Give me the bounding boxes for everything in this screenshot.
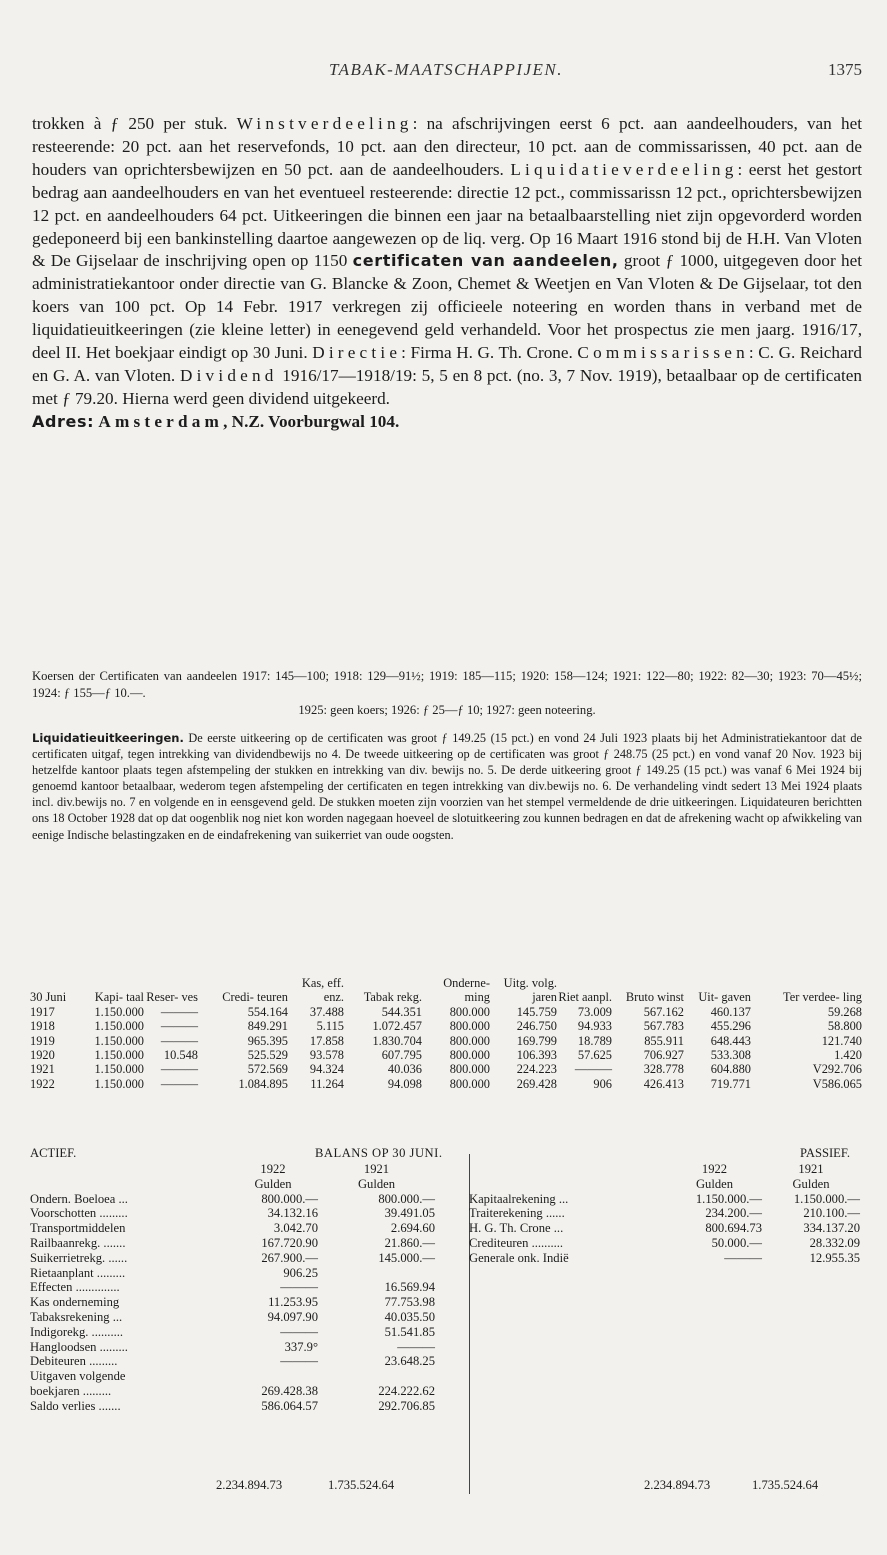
- text-run: 1916/17—1918/19: 5, 5 en 8 pct. (no. 3, 7 Nov. 1919), betaalbaar op de certificaten met ƒ 79.20. Hierna werd geen dividend uitgekeerd.: [32, 365, 862, 408]
- passief-value-1922: 1.150.000.—: [695, 1191, 762, 1206]
- table-cell: 648.443: [710, 1033, 751, 1048]
- address-label: Adres:: [32, 411, 95, 431]
- actief-value-1921: 224.222.62: [378, 1383, 435, 1398]
- balance-unit-row: [30, 1177, 860, 1192]
- spaced-heading: Liquidatieverdeeling: [510, 159, 738, 179]
- column-header: Ter verdee- ling: [783, 990, 862, 1005]
- table-cell: 58.800: [827, 1019, 862, 1034]
- table-cell: 1.084.895: [238, 1076, 288, 1091]
- company-description: [32, 113, 862, 434]
- actief-item-label: Debiteuren .........: [30, 1354, 118, 1369]
- table-cell: 455.296: [710, 1019, 751, 1034]
- balance-year-row: [30, 1162, 860, 1177]
- table-cell: 706.927: [643, 1048, 684, 1063]
- table-body: [30, 1005, 862, 1091]
- table-cell: 965.395: [247, 1033, 288, 1048]
- passief-value-1921: 28.332.09: [809, 1235, 860, 1250]
- passief-item-label: Generale onk. Indië: [469, 1250, 569, 1265]
- table-cell: 1.420: [834, 1048, 862, 1063]
- actief-value-1921: 23.648.25: [384, 1354, 435, 1369]
- spaced-heading: Commissarissen: [577, 343, 749, 363]
- blank-cell: [435, 1369, 469, 1384]
- actief-value-1921: 40.035.50: [384, 1309, 435, 1324]
- blank-cell: [435, 1162, 469, 1177]
- passief-value-1921: 334.137.20: [803, 1221, 860, 1236]
- table-cell: 567.783: [643, 1019, 684, 1034]
- blank-cell: [762, 1384, 860, 1399]
- koersen-line: Koersen der Certificaten van aandeelen 1917: 145—100; 1918: 129—91½; 1919: 185—115; 1920: 158—124; 1921: 122—80; 1922: 82—30; 1923: 70—45½; 1924: ƒ 155—ƒ 10.—.: [32, 669, 862, 700]
- koersen-block: [32, 668, 862, 719]
- blank-cell: [667, 1266, 762, 1281]
- passief-item-label: H. G. Th. Crone ...: [469, 1221, 564, 1236]
- text-run: : na afschrijvingen eerst 6 pct. aan aandeelhouders, van het resteerende: 20 pct. aan het reservefonds, 10 pct. aan den directeur, 10 pct. aan de commissarissen, 40 pct. aan de houders van oprichtersbewijzen en 50 pct. aan de aandeelhouders.: [32, 114, 862, 179]
- table-cell: ———: [160, 1019, 198, 1034]
- table-cell: 800.000: [449, 1004, 490, 1019]
- table-cell: 525.529: [247, 1048, 288, 1063]
- actief-value-1921: 800.000.—: [378, 1191, 435, 1206]
- text-run: trokken à ƒ 250 per stuk.: [32, 114, 237, 133]
- actief-value-1922: ———: [280, 1280, 318, 1295]
- actief-item-label: Effecten ..............: [30, 1280, 120, 1295]
- table-cell: 328.778: [643, 1062, 684, 1077]
- column-header: Credi- teuren: [222, 990, 288, 1005]
- table-cell: 1917: [30, 1004, 55, 1019]
- text-run: groot ƒ 1000, uitgegeven door het administratiekantoor onder directie van G. Blancke & Zoon, Chemet & Weetjen en Van Vloten & De Gijselaar, tot den koers van 100 pct. Op 14 Febr. 1917 verkregen zij officieele noteering en worden thans in verband met de liquidatieuitkeeringen (zie kleine letter) in eenegevend geld verhandeld. Voor het prospectus zie men jaarg. 1916/17, deel II. Het boekjaar eindigt op 30 Juni.: [32, 251, 862, 363]
- table-cell: 94.324: [309, 1062, 344, 1077]
- running-title: TABAK-MAATSCHAPPIJEN.: [328, 60, 564, 79]
- actief-value-1921: 21.860.—: [384, 1235, 435, 1250]
- table-cell: 93.578: [309, 1048, 344, 1063]
- description-paragraph: [32, 113, 862, 411]
- unit-label: Gulden: [254, 1176, 292, 1191]
- balance-row: [30, 1399, 860, 1414]
- blank-cell: [30, 1162, 228, 1177]
- blank-cell: [469, 1399, 667, 1414]
- table-cell: 607.795: [381, 1048, 422, 1063]
- blank-cell: [469, 1354, 667, 1369]
- table-cell: 11.264: [310, 1076, 344, 1091]
- blank-cell: [667, 1340, 762, 1355]
- balance-row: [30, 1384, 860, 1399]
- table-cell: ———: [160, 1033, 198, 1048]
- table-cell: 719.771: [710, 1076, 751, 1091]
- actief-value-1922: 337.9°: [284, 1339, 318, 1354]
- blank-cell: [667, 1325, 762, 1340]
- table-row: [30, 1077, 862, 1091]
- address-line: [32, 411, 862, 434]
- table-cell: 18.789: [577, 1033, 612, 1048]
- actief-value-1921: 77.753.98: [384, 1295, 435, 1310]
- page-number: 1375: [828, 60, 862, 79]
- blank-cell: [762, 1310, 860, 1325]
- year-label: 1922: [701, 1162, 728, 1176]
- table-cell: 855.911: [644, 1033, 684, 1048]
- actief-item-label: Kas onderneming: [30, 1295, 120, 1310]
- table-row: [30, 1034, 862, 1048]
- table-row: [30, 1062, 862, 1076]
- liquidatie-block: [32, 730, 862, 843]
- passief-value-1922: 50.000.—: [711, 1235, 762, 1250]
- table-cell: 567.162: [643, 1004, 684, 1019]
- actief-value-1921: 2.694.60: [390, 1221, 435, 1236]
- table-cell: 554.164: [247, 1004, 288, 1019]
- unit-label: Gulden: [792, 1176, 830, 1191]
- actief-item-label: Suikerrietrekg. ......: [30, 1250, 128, 1265]
- balance-table: [30, 1162, 860, 1414]
- table-cell: 1922: [30, 1076, 55, 1091]
- table-cell: 604.880: [710, 1062, 751, 1077]
- actief-value-1922: 586.064.57: [261, 1398, 318, 1413]
- table-cell: 1.150.000: [94, 1076, 144, 1091]
- blank-cell: [435, 1177, 469, 1192]
- actief-value-1922: 34.132.16: [267, 1206, 318, 1221]
- blank-cell: [762, 1399, 860, 1414]
- actief-item-label: Voorschotten .........: [30, 1206, 128, 1221]
- balance-row: [30, 1266, 860, 1281]
- balance-title: BALANS OP 30 JUNI.: [315, 1146, 443, 1160]
- actief-item-label: Indigorekg. ..........: [30, 1324, 124, 1339]
- table-cell: 17.858: [309, 1033, 344, 1048]
- address-rest: , N.Z. Voorburgwal 104.: [223, 411, 400, 431]
- actief-item-label: Uitgaven volgende: [30, 1369, 126, 1384]
- column-header: Uit- gaven: [698, 990, 751, 1005]
- table-cell: 57.625: [577, 1048, 612, 1063]
- blank-cell: [469, 1325, 667, 1340]
- table-cell: 800.000: [449, 1048, 490, 1063]
- actief-label: ACTIEF.: [30, 1146, 77, 1160]
- blank-cell: [469, 1310, 667, 1325]
- actief-value-1921: 292.706.85: [378, 1398, 435, 1413]
- table-cell: 800.000: [449, 1033, 490, 1048]
- spaced-heading: Winstverdeeling: [236, 114, 413, 133]
- year-label: 1921: [363, 1162, 390, 1176]
- column-header: Bruto winst: [625, 990, 684, 1005]
- actief-item-label: Railbaanrekg. .......: [30, 1235, 126, 1250]
- year-label: 1922: [260, 1162, 286, 1176]
- balance-body: [30, 1162, 860, 1414]
- blank-cell: [469, 1162, 667, 1177]
- blank-cell: [435, 1399, 469, 1414]
- balance-row: [30, 1206, 860, 1221]
- column-header: Kapi- taal: [94, 990, 144, 1005]
- actief-value-1922: 269.428.38: [261, 1383, 318, 1398]
- blank-cell: [469, 1266, 667, 1281]
- passief-value-1922: 800.694.73: [705, 1221, 762, 1236]
- table-cell: 246.750: [516, 1019, 557, 1034]
- column-header: Riet aanpl.: [558, 990, 612, 1005]
- blank-cell: [469, 1340, 667, 1355]
- unit-label: Gulden: [357, 1176, 396, 1191]
- passief-item-label: Traiterekening ......: [469, 1206, 565, 1221]
- table-header-row: [30, 976, 862, 1005]
- blank-cell: [469, 1384, 667, 1399]
- actief-value-1921: ———: [397, 1339, 435, 1354]
- liquidatie-heading: Liquidatieuitkeeringen.: [32, 731, 184, 745]
- table-cell: 533.308: [710, 1048, 751, 1063]
- table-cell: 1.150.000: [94, 1048, 144, 1063]
- blank-cell: [762, 1369, 860, 1384]
- blank-cell: [469, 1369, 667, 1384]
- actief-value-1922: 3.042.70: [273, 1221, 318, 1236]
- blank-cell: [435, 1192, 469, 1207]
- table-cell: 169.799: [516, 1033, 557, 1048]
- actief-value-1921: 145.000.—: [378, 1250, 435, 1265]
- passief-total-1921: 1.735.524.64: [752, 1478, 819, 1492]
- balance-row: [30, 1340, 860, 1355]
- table-cell: 94.098: [387, 1076, 422, 1091]
- actief-item-label: boekjaren .........: [30, 1383, 112, 1398]
- table-cell: 426.413: [643, 1076, 684, 1091]
- table-cell: 40.036: [387, 1062, 422, 1077]
- blank-cell: [435, 1384, 469, 1399]
- table-cell: 37.488: [309, 1004, 344, 1019]
- page-header: [30, 60, 862, 86]
- balance-row: [30, 1221, 860, 1236]
- blank-cell: [762, 1354, 860, 1369]
- balance-header: [30, 1146, 862, 1162]
- spaced-heading: Directie: [312, 343, 402, 363]
- table-cell: 224.223: [516, 1062, 557, 1077]
- passief-label: PASSIEF.: [800, 1146, 850, 1160]
- table-cell: 73.009: [577, 1004, 612, 1019]
- blank-cell: [667, 1369, 762, 1384]
- passief-value-1921: 12.955.35: [809, 1250, 860, 1265]
- actief-item-label: Ondern. Boeloea ...: [30, 1191, 128, 1206]
- blank-cell: [435, 1295, 469, 1310]
- balance-row: [30, 1295, 860, 1310]
- table-cell: 1.150.000: [94, 1004, 144, 1019]
- koersen-line-centered: 1925: geen koers; 1926: ƒ 25—ƒ 10; 1927: geen noteering.: [298, 703, 596, 717]
- table-cell: 5.115: [316, 1019, 344, 1034]
- financial-table: [30, 976, 862, 1091]
- table-cell: 1.072.457: [372, 1019, 422, 1034]
- actief-value-1921: 51.541.85: [384, 1324, 435, 1339]
- actief-value-1921: 16.569.94: [384, 1280, 435, 1295]
- passief-value-1921: 1.150.000.—: [793, 1191, 860, 1206]
- actief-item-label: Saldo verlies .......: [30, 1398, 121, 1413]
- spaced-heading: Dividend: [179, 365, 278, 385]
- column-header: Reser- ves: [146, 990, 198, 1005]
- passief-value-1922: 234.200.—: [705, 1206, 762, 1221]
- text-run: : Firma H. G. Th. Crone.: [401, 343, 578, 363]
- column-header: Tabak rekg.: [363, 990, 422, 1005]
- table-cell: ———: [160, 1076, 198, 1091]
- balance-row: [30, 1192, 860, 1207]
- table-cell: 1.830.704: [372, 1033, 422, 1048]
- blank-cell: [435, 1310, 469, 1325]
- passief-value-1921: 210.100.—: [803, 1206, 860, 1221]
- actief-value-1922: ———: [280, 1324, 318, 1339]
- passief-value-1922: ———: [724, 1250, 762, 1265]
- column-header: Onderne- ming: [443, 976, 490, 1005]
- table-cell: V292.706: [812, 1062, 862, 1077]
- table-cell: 1.150.000: [94, 1019, 144, 1034]
- unit-label: Gulden: [695, 1176, 734, 1191]
- table-cell: 1920: [30, 1048, 55, 1063]
- liquidatie-text: De eerste uitkeering op de certificaten was groot ƒ 149.25 (15 pct.) en vond 24 Juli 1923 plaats bij het Administratiekantoor dat de certificaten uitgaf, tegen intrekking van dividendbewijs no 4. De tweede uitkeering op de certificaten was groot ƒ 248.75 (25 pct.) en vond vanaf 20 Nov. 1923 bij hetzelfde kantoor plaats tegen afstempeling der stukken en intrekking van div. bewijs no. 5. De derde uitkeering groot ƒ 149.25 (15 pct.) was vanaf 6 Mei 1924 bij genoemd kantoor betaalbaar, wederom tegen afstempeling der certificaten en tegen intrekking van div.bewijs no. 6. De verhandeling vindt sedert 13 Mei 1924 plaats incl. div.bewijs no. 7 en volgende en in eensgevend geld. De stukken moeten zijn voorzien van het stempel vermeldende de drie uitkeeringen. Liquidateuren berichtten ons 18 October 1928 dat op dat oogenblik nog niet kon worden nagegaan hoeveel de slotuitkeering zou kunnen bedragen en dat de afrekening wacht op afwikkeling van eenige Indische belastingzaken en de eindafrekening van suikerriet van oude oogsten.: [32, 731, 862, 842]
- actief-total-1922: 2.234.894.73: [216, 1478, 283, 1492]
- blank-cell: [667, 1399, 762, 1414]
- table-row: [30, 1048, 862, 1062]
- passief-item-label: Crediteuren ..........: [469, 1235, 564, 1250]
- table-cell: 59.268: [827, 1004, 862, 1019]
- liquidatie-paragraph: [32, 730, 862, 843]
- table-cell: ———: [160, 1062, 198, 1077]
- table-cell: 121.740: [821, 1033, 862, 1048]
- blank-cell: [435, 1280, 469, 1295]
- actief-value-1921: 39.491.05: [384, 1206, 435, 1221]
- blank-cell: [469, 1295, 667, 1310]
- blank-cell: [30, 1177, 228, 1192]
- table-cell: 106.393: [516, 1048, 557, 1063]
- table-cell: 1918: [30, 1019, 55, 1034]
- blank-cell: [667, 1280, 762, 1295]
- blank-cell: [435, 1206, 469, 1221]
- actief-value-1922: 167.720.90: [261, 1235, 318, 1250]
- table-cell: V586.065: [812, 1076, 862, 1091]
- blank-cell: [435, 1236, 469, 1251]
- table-row: [30, 1005, 862, 1019]
- balance-row: [30, 1354, 860, 1369]
- blank-cell: [762, 1266, 860, 1281]
- blank-cell: [667, 1384, 762, 1399]
- passief-item-label: Kapitaalrekening ...: [469, 1191, 569, 1206]
- actief-value-1922: 267.900.—: [261, 1250, 318, 1265]
- table-cell: ———: [574, 1062, 612, 1077]
- blank-cell: [667, 1310, 762, 1325]
- table-cell: 1919: [30, 1033, 55, 1048]
- balance-row: [30, 1325, 860, 1340]
- blank-cell: [435, 1325, 469, 1340]
- table-cell: ———: [160, 1004, 198, 1019]
- blank-cell: [469, 1177, 667, 1192]
- bold-heading: certificaten van aandeelen,: [352, 251, 619, 271]
- actief-item-label: Rietaanplant .........: [30, 1265, 126, 1280]
- actief-value-1922: ———: [280, 1354, 318, 1369]
- blank-cell: [762, 1340, 860, 1355]
- balance-row: [30, 1369, 860, 1384]
- table-cell: 544.351: [381, 1004, 422, 1019]
- blank-cell: [469, 1280, 667, 1295]
- balance-row: [30, 1251, 860, 1266]
- table-cell: 1.150.000: [94, 1033, 144, 1048]
- table-cell: 145.759: [516, 1004, 557, 1019]
- blank-cell: [762, 1280, 860, 1295]
- blank-cell: [762, 1295, 860, 1310]
- blank-cell: [667, 1354, 762, 1369]
- table-cell: 849.291: [247, 1019, 288, 1034]
- actief-value-1922: 11.253.95: [268, 1295, 318, 1310]
- balance-row: [30, 1310, 860, 1325]
- column-header: 30 Juni: [30, 990, 67, 1005]
- table-cell: 94.933: [577, 1019, 612, 1034]
- blank-cell: [435, 1221, 469, 1236]
- table-cell: 1.150.000: [94, 1062, 144, 1077]
- blank-cell: [762, 1325, 860, 1340]
- actief-item-label: Hangloodsen .........: [30, 1339, 128, 1354]
- balance-sheet: [30, 1146, 862, 1526]
- table-cell: 1921: [30, 1062, 55, 1077]
- actief-value-1922: [228, 1369, 318, 1384]
- table-cell: 800.000: [449, 1076, 490, 1091]
- actief-item-label: Transportmiddelen: [30, 1221, 126, 1236]
- blank-cell: [435, 1354, 469, 1369]
- table-cell: 10.548: [163, 1048, 198, 1063]
- table-cell: 800.000: [449, 1062, 490, 1077]
- table-row: [30, 1019, 862, 1033]
- actief-value-1922: 906.25: [283, 1265, 318, 1280]
- blank-cell: [667, 1295, 762, 1310]
- actief-value-1922: 94.097.90: [267, 1309, 318, 1324]
- actief-value-1921: [318, 1266, 435, 1281]
- year-label: 1921: [798, 1162, 824, 1176]
- actief-value-1922: 800.000.—: [261, 1191, 318, 1206]
- passief-total-1922: 2.234.894.73: [644, 1478, 711, 1492]
- column-header: Uitg. volg. jaren: [503, 976, 557, 1005]
- blank-cell: [435, 1340, 469, 1355]
- table-cell: 460.137: [710, 1004, 751, 1019]
- table-cell: 269.428: [516, 1076, 557, 1091]
- text-run: : eerst het gestort bedrag aan aandeelhouders en van het eventueel resteerende: directie 12 pct., commissarissn 12 pct., oprichtersbewijzen 12 pct. en aandeelhouders 64 pct. Uitkeeringen die binnen een jaar na betaalbaarstelling niet zijn opgevorderd worden gedeponeerd bij een bankinstelling daartoe aangewezen op de liq. verg. Op 16 Maart 1916 stond bij de H.H. Van Vloten & De Gijselaar de inschrijving open op 1150: [32, 159, 862, 271]
- table-cell: 572.569: [247, 1062, 288, 1077]
- balance-row: [30, 1280, 860, 1295]
- address-city: Amsterdam: [98, 411, 224, 431]
- actief-item-label: Tabaksrekening ...: [30, 1309, 123, 1324]
- blank-cell: [435, 1266, 469, 1281]
- table-cell: 800.000: [449, 1019, 490, 1034]
- table-cell: 906: [593, 1076, 612, 1091]
- blank-cell: [435, 1251, 469, 1266]
- balance-row: [30, 1236, 860, 1251]
- column-header: Kas, eff. enz.: [301, 976, 344, 1005]
- actief-total-1921: 1.735.524.64: [328, 1478, 395, 1492]
- text-run: : C. G. Reichard en G. A. van Vloten.: [32, 343, 862, 385]
- actief-value-1921: [318, 1369, 435, 1384]
